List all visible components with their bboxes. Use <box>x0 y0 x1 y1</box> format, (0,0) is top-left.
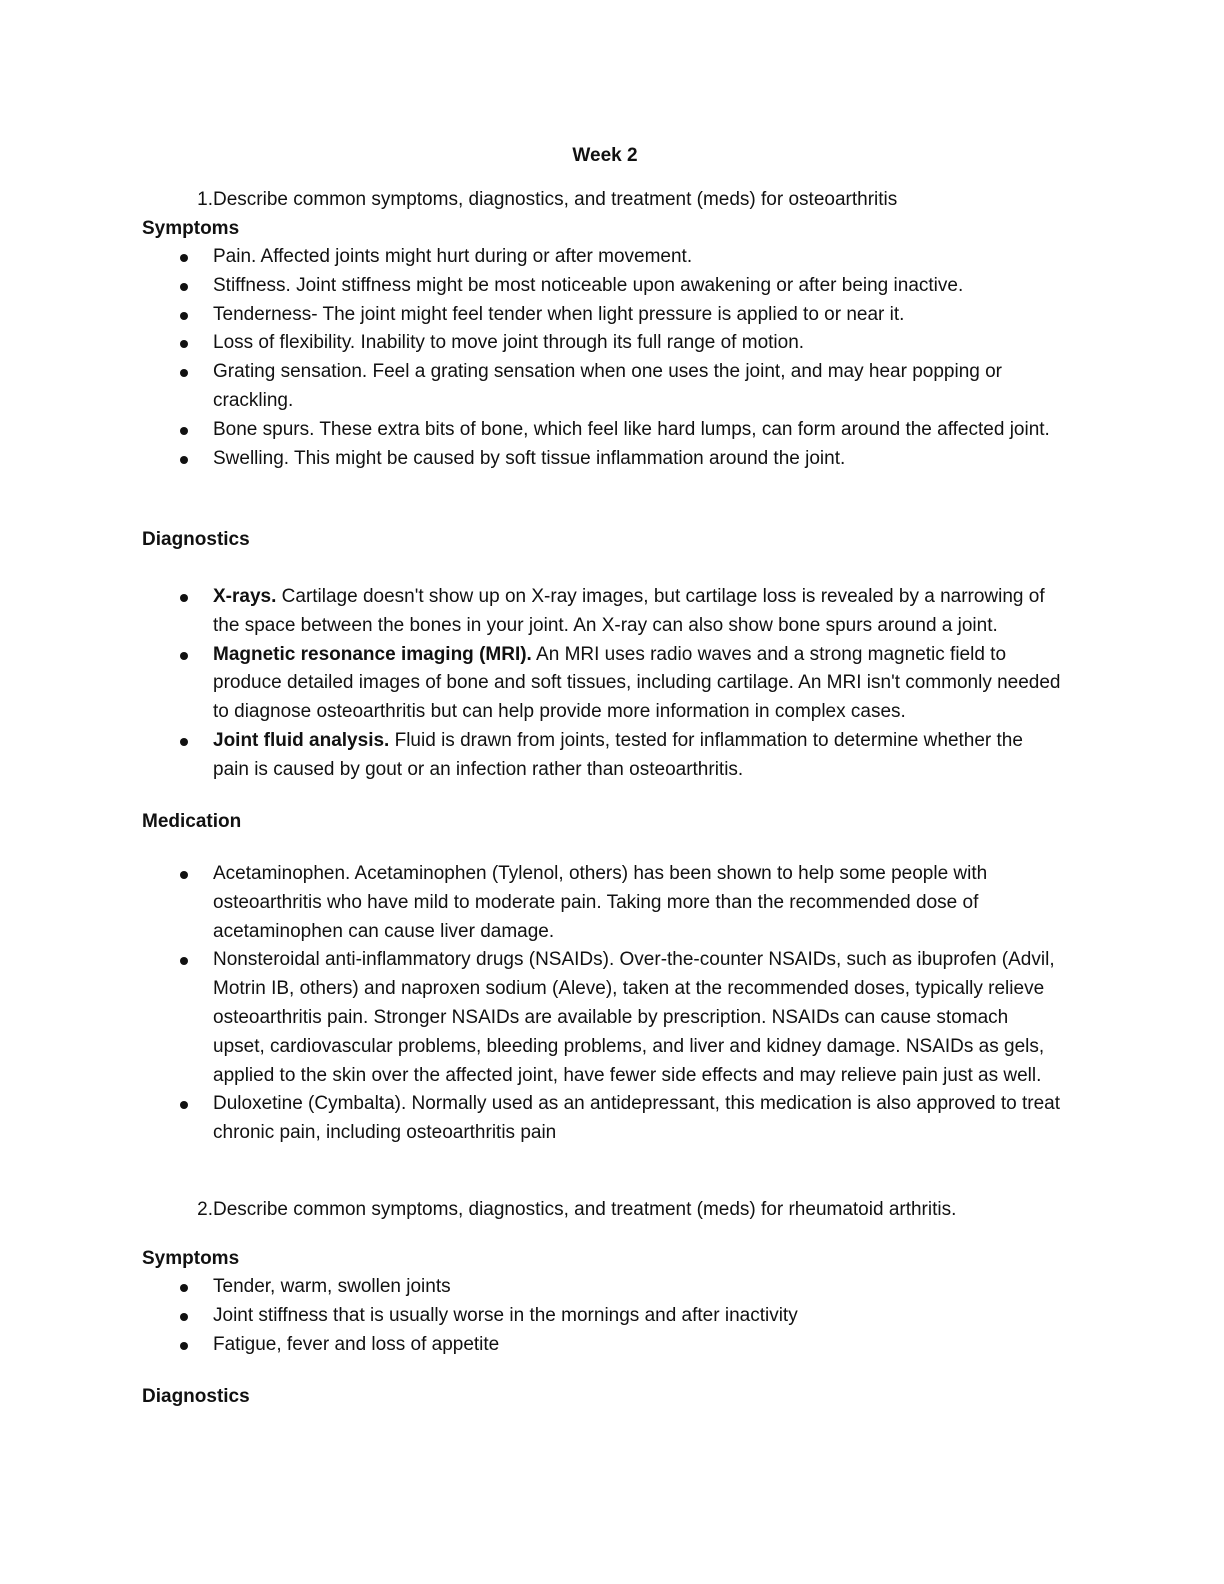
bullet-icon <box>180 369 188 377</box>
list-item: Tenderness- The joint might feel tender when light pressure is applied to or near it. <box>0 301 1063 330</box>
oa-symptoms-heading: Symptoms <box>142 218 240 239</box>
list-item: Acetaminophen. Acetaminophen (Tylenol, others) has been shown to help some people with osteoarthritis who have mild to moderate pain. Taking more than the recommended dose of acetaminophen can cause liver damage. <box>0 860 1063 946</box>
question-1-text: Describe common symptoms, diagnostics, and treatment (meds) for osteoarthritis <box>213 189 898 210</box>
bullet-icon <box>180 1284 188 1292</box>
ra-diagnostics-heading: Diagnostics <box>142 1386 250 1407</box>
oa-diagnostics-list <box>0 583 1100 785</box>
bullet-icon <box>180 1101 188 1109</box>
bullet-icon <box>180 283 188 291</box>
bullet-icon <box>180 738 188 746</box>
bullet-icon <box>180 652 188 660</box>
bullet-icon <box>180 594 188 602</box>
bullet-icon <box>180 427 188 435</box>
oa-symptoms-list <box>0 243 1100 473</box>
bullet-icon <box>180 312 188 320</box>
bullet-icon <box>180 456 188 464</box>
list-item: Stiffness. Joint stiffness might be most noticeable upon awakening or after being inactive. <box>0 272 1063 301</box>
list-item: Magnetic resonance imaging (MRI). An MRI uses radio waves and a strong magnetic field to produce detailed images of bone and soft tissues, including cartilage. An MRI isn't commonly needed to diagnose osteoarthritis but can help provide more information in complex cases. <box>0 641 1063 727</box>
list-item: Bone spurs. These extra bits of bone, which feel like hard lumps, can form around the affected joint. <box>0 416 1063 445</box>
list-item: Swelling. This might be caused by soft tissue inflammation around the joint. <box>0 445 1063 474</box>
list-item: Tender, warm, swollen joints <box>0 1273 1063 1302</box>
oa-medication-heading: Medication <box>142 811 242 832</box>
oa-diagnostics-heading: Diagnostics <box>142 529 250 550</box>
list-item: Joint stiffness that is usually worse in the mornings and after inactivity <box>0 1302 1063 1331</box>
bullet-icon <box>180 871 188 879</box>
bullet-icon <box>180 957 188 965</box>
list-item: Joint fluid analysis. Fluid is drawn from joints, tested for inflammation to determine whether the pain is caused by gout or an infection rather than osteoarthritis. <box>0 727 1063 785</box>
question-1-number: 1. <box>197 189 213 210</box>
list-item: X-rays. Cartilage doesn't show up on X-ray images, but cartilage loss is revealed by a narrowing of the space between the bones in your joint. An X-ray can also show bone spurs around a joint. <box>0 583 1063 641</box>
list-item: Duloxetine (Cymbalta). Normally used as an antidepressant, this medication is also approved to treat chronic pain, including osteoarthritis pain <box>0 1090 1063 1148</box>
list-item: Loss of flexibility. Inability to move joint through its full range of motion. <box>0 329 1063 358</box>
list-item: Pain. Affected joints might hurt during or after movement. <box>0 243 1063 272</box>
ra-symptoms-heading: Symptoms <box>142 1248 240 1269</box>
oa-medication-list <box>0 860 1100 1148</box>
question-2-text: Describe common symptoms, diagnostics, and treatment (meds) for rheumatoid arthritis. <box>213 1199 957 1220</box>
ra-symptoms-list <box>0 1273 1100 1359</box>
list-item: Nonsteroidal anti-inflammatory drugs (NSAIDs). Over-the-counter NSAIDs, such as ibuprofen (Advil, Motrin IB, others) and naproxen sodium (Aleve), taken at the recommended doses, typically relieve osteoarthritis pain. Stronger NSAIDs are available by prescription. NSAIDs can cause stomach upset, cardiovascular problems, bleeding problems, and liver and kidney damage. NSAIDs as gels, applied to the skin over the affected joint, have fewer side effects and may relieve pain just as well. <box>0 946 1063 1090</box>
list-item: Fatigue, fever and loss of appetite <box>0 1331 1063 1360</box>
bullet-icon <box>180 254 188 262</box>
bullet-icon <box>180 1342 188 1350</box>
bullet-icon <box>180 340 188 348</box>
question-2-number: 2. <box>197 1199 213 1220</box>
bullet-icon <box>180 1313 188 1321</box>
page-title: Week 2 <box>572 145 638 166</box>
list-item: Grating sensation. Feel a grating sensation when one uses the joint, and may hear popping or crackling. <box>0 358 1063 416</box>
